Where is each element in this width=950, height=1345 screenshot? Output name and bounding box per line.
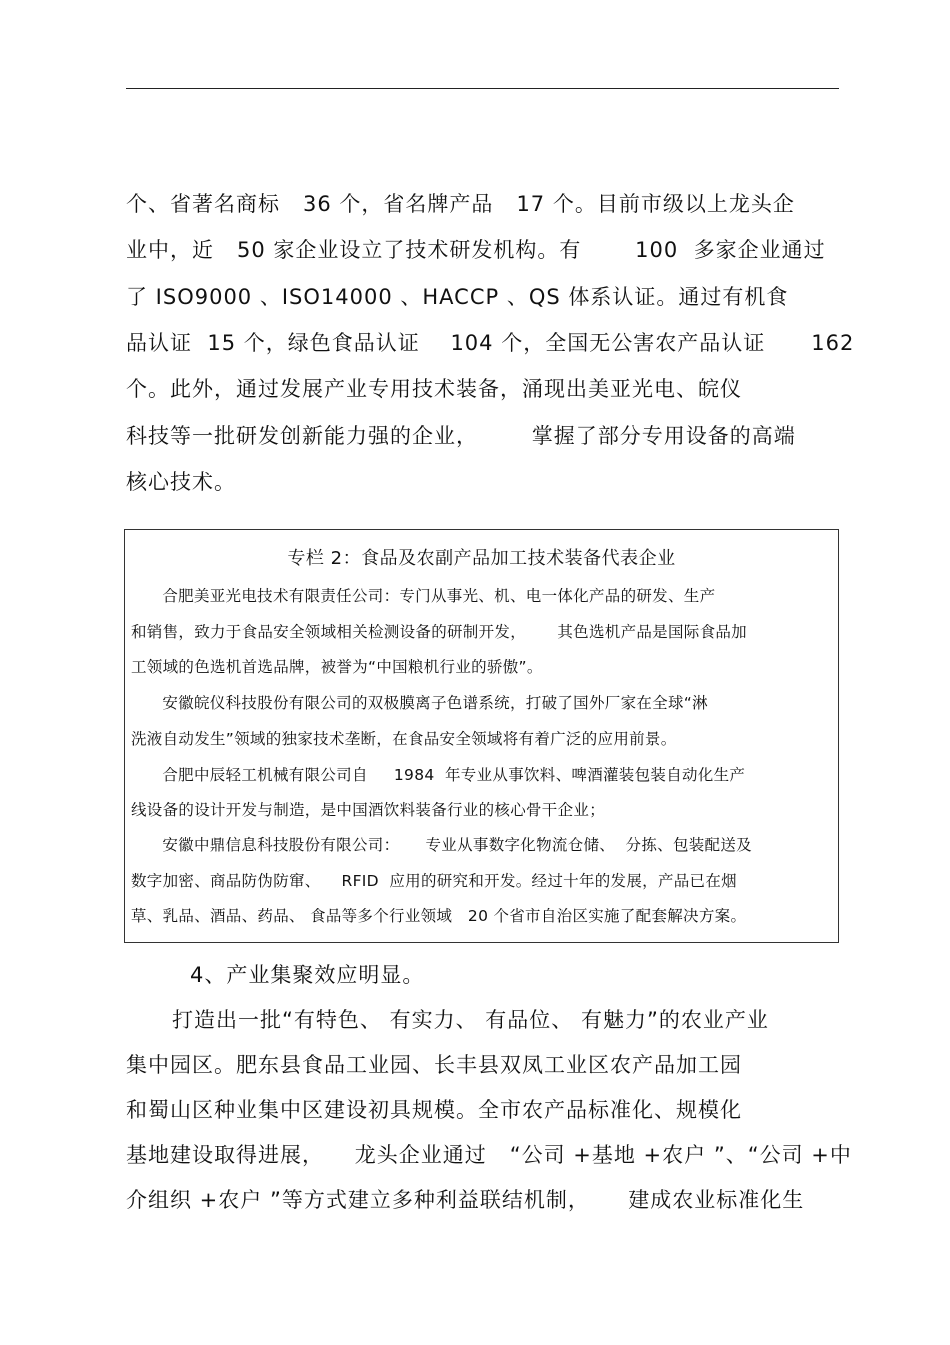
feature-box — [124, 529, 839, 943]
box-line: 安徽中鼎信息科技股份有限公司： 专业从事数字化物流仓储、 分拣、包装配送及 — [131, 836, 752, 854]
box-line: 洗液自动发生”领域的独家技术垄断，在食品安全领域将有着广泛的应用前景。 — [131, 730, 677, 748]
box-line: 安徽皖仪科技股份有限公司的双极膜离子色谱系统，打破了国外厂家在全球“淋 — [131, 694, 708, 712]
paragraph-line: 打造出一批“有特色、 有实力、 有品位、 有魅力”的农业产业 — [126, 1008, 769, 1032]
paragraph-line: 核心技术。 — [126, 470, 236, 494]
box-title: 专栏 2：食品及农副产品加工技术装备代表企业 — [287, 548, 676, 569]
paragraph-line: 个、省著名商标 36 个，省名牌产品 17 个。目前市级以上龙头企 — [126, 192, 795, 216]
box-line: 工领域的色选机首选品牌，被誉为“中国粮机行业的骄傲”。 — [131, 658, 543, 676]
header-rule — [126, 88, 839, 89]
paragraph-line: 了 ISO9000 、ISO14000 、HACCP 、QS 体系认证。通过有机食 — [126, 285, 789, 309]
box-line: 草、乳品、酒品、药品、 食品等多个行业领域 20 个省市自治区实施了配套解决方案。 — [131, 907, 747, 925]
paragraph-line: 和蜀山区种业集中区建设初具规模。全市农产品标准化、规模化 — [126, 1098, 742, 1122]
paragraph-line: 业中，近 50 家企业设立了技术研发机构。有 100 多家企业通过 — [126, 238, 826, 262]
section-heading: 4、产业集聚效应明显。 — [190, 963, 425, 987]
box-line: 和销售，致力于食品安全领域相关检测设备的研制开发， 其色选机产品是国际食品加 — [131, 623, 747, 641]
box-line: 线设备的设计开发与制造，是中国酒饮料装备行业的核心骨干企业； — [131, 801, 606, 819]
paragraph-line: 介组织 +农户 ”等方式建立多种利益联结机制， 建成农业标准化生 — [126, 1188, 805, 1212]
box-line: 合肥美亚光电技术有限责任公司：专门从事光、机、电一体化产品的研发、生产 — [131, 587, 716, 605]
box-line: 数字加密、商品防伪防窜、 RFID 应用的研究和开发。经过十年的发展，产品已在烟 — [131, 872, 737, 890]
paragraph-line: 基地建设取得进展， 龙头企业通过 “公司 +基地 +农户 ”、“公司 +中 — [126, 1143, 852, 1167]
paragraph-line: 科技等一批研发创新能力强的企业， 掌握了部分专用设备的高端 — [126, 424, 796, 448]
box-line: 合肥中辰轻工机械有限公司自 1984 年专业从事饮料、啤酒灌装包装自动化生产 — [131, 766, 746, 784]
paragraph-line: 集中园区。肥东县食品工业园、长丰县双凤工业区农产品加工园 — [126, 1053, 742, 1077]
paragraph-line: 个。此外，通过发展产业专用技术装备，涌现出美亚光电、皖仪 — [126, 377, 742, 401]
paragraph-line: 品认证 15 个，绿色食品认证 104 个，全国无公害农产品认证 162 — [126, 331, 855, 355]
